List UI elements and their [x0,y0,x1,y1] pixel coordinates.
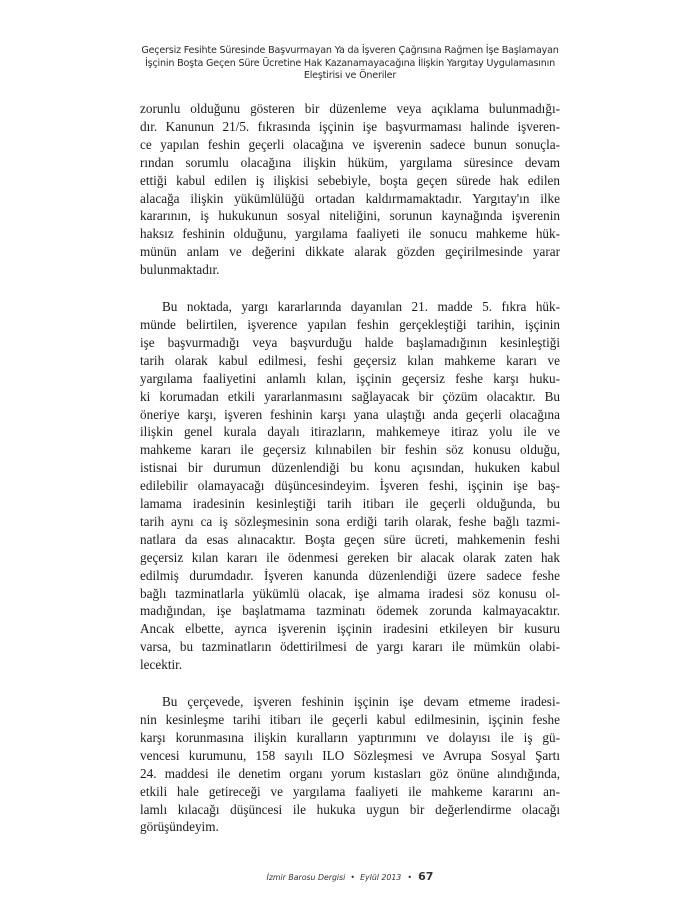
header-line: Eleştirisi ve Öneriler [303,70,397,81]
text-line: ce yapılan feshin geçerli olacağına ve işverenin sadece bunun sonuçla- [140,136,560,152]
text-line: alacağa ilişkin yükümlülüğü ortadan kaldırmamaktadır. Yargıtay'ın ilke [140,190,560,206]
text-line: münde belirtilen, işverence yapılan feshin gerçekleştiği tarihin, işçinin [140,316,560,332]
text-line: madığından, işe başlatmama tazminatı ödemek zorunda kalmayacaktır. [140,603,560,619]
text-line: tarih aynı ca iş sözleşmesinin sona erdiği tarih olarak, feshe bağlı tazmi- [140,513,560,529]
text-line: yargılama faaliyetini anlamlı kılan, işçinin geçersiz feshe karşı huku- [140,370,560,386]
footer-journal-name: İzmir Barosu Dergisi [266,873,346,882]
text-line: 24. maddesi ile denetim organı yorum kıstasları göz önüne alındığında, [140,765,560,781]
text-line: vencesi kurumunu, 158 sayılı ILO Sözleşmesi ve Avrupa Sosyal Şartı [140,747,560,763]
text-line: varsa, bu tazminatların ödettirilmesi de yargı kararı ile mümkün olabi- [140,639,560,655]
text-line: tarih olarak kabul edilmesi, feshi geçersiz kılan mahkeme kararı ve [140,352,560,368]
text-line: Bu noktada, yargı kararlarında dayanılan 21. madde 5. fıkra hük- [162,299,560,315]
text-line: öneriye karşı, işveren feshinin karşı yana ulaştığı anda geçerli olacağına [140,406,560,422]
body-text [140,100,560,855]
text-line: mahkeme kararı ile geçersiz kılınabilen bir feshin söz konusu olduğu, [140,442,560,458]
header-line: Geçersiz Fesihte Süresinde Başvurmayan Ya da İşveren Çağrısına Rağmen İşe Başlamayan [141,45,559,56]
text-line: ki korumadan etkili yararlanmasını sağlayacak bir çözüm olacaktır. Bu [140,388,560,404]
page-number: 67 [418,870,434,883]
body-paragraph [140,100,560,279]
text-line: görüşündeyim. [140,819,219,835]
text-line: geçersiz kılan kararı ile ödenmesi gereken bir alacak olarak zaten hak [140,549,560,565]
text-line: kararının, iş hukukunun sosyal niteliğini, sorunun kaynağında işverenin [140,208,560,224]
text-line: edilmiş durumdadır. İşveren kanunda düzenlendiği üzere sadece feshe [140,567,560,583]
header-line: İşçinin Boşta Geçen Süre Ücretine Hak Kazanamayacağına İlişkin Yargıtay Uygulamasının [145,57,555,69]
text-line: lamlı kılacağı düşüncesi ile hukuka uygun bir değerlendirme olacağı [140,801,560,817]
running-header [120,45,580,83]
text-line: rından sorumlu olacağına ilişkin hüküm, yargılama süresince devam [140,154,560,170]
footer-date: Eylül 2013 [360,873,402,882]
text-line: ilişkin genel kurala dayalı itirazların, mahkemeye itiraz yolu ile ve [140,424,560,440]
text-line: lecektir. [140,657,183,673]
text-line: nin kesinleşme tarihi itibarı ile geçerli kabul edilmesinin, işçinin feshe [140,712,560,727]
text-line: dır. Kanunun 21/5. fıkrasında işçinin işe başvurmaması halinde işveren- [140,118,560,134]
text-line: haksız feshinin olduğunu, yargılama faaliyeti ile sonucu mahkeme hük- [140,226,560,242]
footer-separator: • [407,873,413,882]
text-line: etkili hale getireceği ve yargılama faaliyeti ile mahkeme kararını an- [140,783,560,799]
body-paragraph [140,298,560,674]
text-line: natlara da esas alınacaktır. Boşta geçen süre ücreti, mahkemenin feshi [140,531,560,547]
text-line: işe başvurmadığı veya başvurduğu halde başlamadığının kesinleştiği [140,334,560,350]
text-line: ettiği kabul edilen iş ilişkisi sebebiyle, boşta geçen sürede hak edilen [140,172,560,188]
text-line: istisnai bir durumun düzenlendiği bu konu açısından, hukuken kabul [140,460,560,476]
text-line: bağlı tazminatlarla yükümlü olacak, işe almama iradesi söz konusu ol- [140,585,560,601]
body-paragraph [140,693,560,836]
text-line: Bu çerçevede, işveren feshinin işçinin işe devam etmeme iradesi- [162,694,560,710]
text-line: Ancak elbette, ayrıca işverenin işçinin iradesini etkileyen bir kusuru [140,621,560,637]
text-line: edilebilir olamayacağı düşüncesindeyim. İşveren feshi, işçinin işe baş- [140,478,560,494]
text-line: lamama iradesinin kesinleştiği tarih itibarı ile geçerli olduğunda, bu [140,496,560,512]
text-line: bulunmaktadır. [140,262,220,278]
text-line: münün anlam ve değerini dikkate alarak gözden geçirilmesinde yarar [140,244,560,260]
text-line: karşı korunmasına ilişkin kuralların yaptırımını ve dolayısı ile iş gü- [140,729,560,745]
page-footer [260,865,440,884]
footer-separator: • [350,873,356,882]
text-line: zorunlu olduğunu gösteren bir düzenleme veya açıklama bulunmadığı- [140,101,560,116]
